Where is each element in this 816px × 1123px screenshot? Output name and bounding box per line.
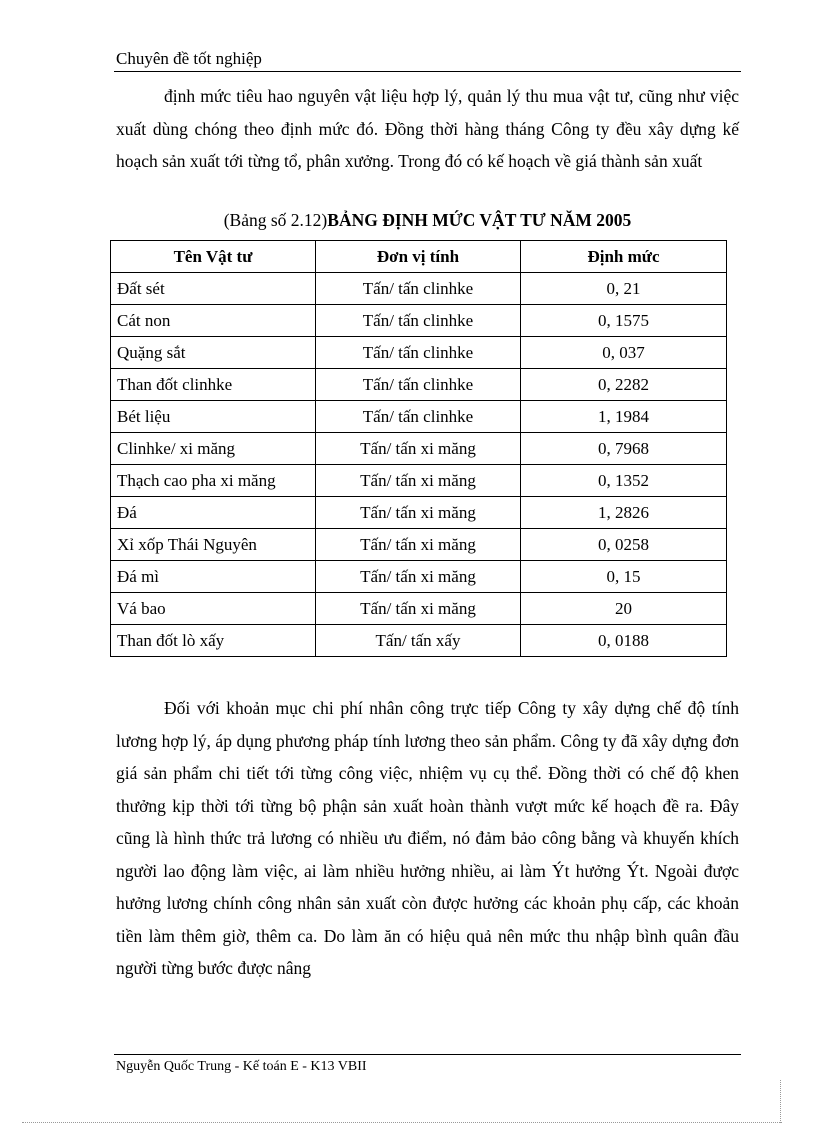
table-row <box>111 273 727 305</box>
intro-paragraph-text: định mức tiêu hao nguyên vật liệu hợp lý, quản lý thu mua vật tư, cũng như việc xuất dùng chóng theo định mức đó. Đồng thời hàng tháng Công ty đều xây dựng kế hoạch sản xuất tới từng tổ, phân xưởng. Trong đó có kế hoạch về giá thành sản xuất <box>116 86 739 171</box>
unit-cell: Tấn/ tấn xi măng <box>316 433 521 465</box>
norm-value-cell: 0, 21 <box>521 273 727 305</box>
table-header-row <box>111 241 727 273</box>
unit-cell: Tấn/ tấn clinhke <box>316 369 521 401</box>
unit-cell: Tấn/ tấn xấy <box>316 625 521 657</box>
norm-value-cell: 0, 7968 <box>521 433 727 465</box>
column-header-material: Tên Vật tư <box>111 241 316 273</box>
table-row <box>111 593 727 625</box>
table-caption-title: BẢNG ĐỊNH MỨC VẬT TƯ NĂM 2005 <box>327 210 632 230</box>
norm-value-cell: 0, 0188 <box>521 625 727 657</box>
norm-value-cell: 1, 2826 <box>521 497 727 529</box>
material-name-cell: Bét liệu <box>111 401 316 433</box>
footer-author: Nguyễn Quốc Trung - Kế toán E - K13 VBII <box>116 1059 367 1074</box>
unit-cell: Tấn/ tấn clinhke <box>316 337 521 369</box>
table-row <box>111 497 727 529</box>
material-name-cell: Đá mì <box>111 561 316 593</box>
table-row <box>111 337 727 369</box>
unit-cell: Tấn/ tấn xi măng <box>316 593 521 625</box>
unit-cell: Tấn/ tấn clinhke <box>316 401 521 433</box>
page-header-title: Chuyên đề tốt nghiệp <box>116 49 262 68</box>
table-row <box>111 305 727 337</box>
labor-cost-paragraph-text: Đối với khoản mục chi phí nhân công trực tiếp Công ty xây dựng chế độ tính lương hợp lý, áp dụng phương pháp tính lương theo sản phẩm. Công ty đã xây dựng đơn giá sản phẩm chi tiết tới từng công việc, nhiệm vụ cụ thể. Đồng thời có chế độ khen thưởng kịp thời tới từng bộ phận sản xuất hoàn thành vượt mức kế hoạch đề ra. Đây cũng là hình thức trả lương có nhiều ưu điểm, nó đảm bảo công bằng và khuyến khích người lao động làm việc, ai làm nhiều hưởng nhiều, ai làm Ýt hưởng Ýt. Ngoài được hưởng lương chính công nhân sản xuất còn được hưởng các khoản phụ cấp, các khoản tiền làm thêm giờ, thêm ca. Do làm ăn có hiệu quả nên mức thu nhập bình quân đầu người từng bước được nâng <box>116 698 739 978</box>
material-name-cell: Quặng sắt <box>111 337 316 369</box>
unit-cell: Tấn/ tấn clinhke <box>316 273 521 305</box>
page-corner-mark-vertical <box>780 1080 781 1123</box>
norm-value-cell: 0, 2282 <box>521 369 727 401</box>
table-caption <box>116 207 739 233</box>
table-row <box>111 401 727 433</box>
material-norms-table <box>110 240 727 657</box>
table-row <box>111 433 727 465</box>
unit-cell: Tấn/ tấn xi măng <box>316 497 521 529</box>
norm-value-cell: 0, 15 <box>521 561 727 593</box>
labor-cost-paragraph <box>116 692 739 985</box>
material-name-cell: Clinhke/ xi măng <box>111 433 316 465</box>
unit-cell: Tấn/ tấn xi măng <box>316 561 521 593</box>
material-name-cell: Đá <box>111 497 316 529</box>
material-name-cell: Đất sét <box>111 273 316 305</box>
column-header-unit: Đơn vị tính <box>316 241 521 273</box>
material-name-cell: Xỉ xốp Thái Nguyên <box>111 529 316 561</box>
material-name-cell: Than đốt clinhke <box>111 369 316 401</box>
norm-value-cell: 20 <box>521 593 727 625</box>
material-name-cell: Cát non <box>111 305 316 337</box>
unit-cell: Tấn/ tấn clinhke <box>316 305 521 337</box>
norm-value-cell: 0, 0258 <box>521 529 727 561</box>
unit-cell: Tấn/ tấn xi măng <box>316 529 521 561</box>
intro-paragraph <box>116 80 739 178</box>
table-body <box>111 273 727 657</box>
material-name-cell: Vá bao <box>111 593 316 625</box>
column-header-norm: Định mức <box>521 241 727 273</box>
norm-value-cell: 0, 037 <box>521 337 727 369</box>
unit-cell: Tấn/ tấn xi măng <box>316 465 521 497</box>
table-row <box>111 625 727 657</box>
footer-divider <box>114 1054 741 1055</box>
table-row <box>111 465 727 497</box>
header-divider <box>114 71 741 72</box>
table-row <box>111 561 727 593</box>
norm-value-cell: 1, 1984 <box>521 401 727 433</box>
table-caption-prefix: (Bảng số 2.12) <box>223 210 328 230</box>
table-row <box>111 529 727 561</box>
norm-value-cell: 0, 1575 <box>521 305 727 337</box>
material-name-cell: Thạch cao pha xi măng <box>111 465 316 497</box>
material-name-cell: Than đốt lò xấy <box>111 625 316 657</box>
table-row <box>111 369 727 401</box>
norm-value-cell: 0, 1352 <box>521 465 727 497</box>
